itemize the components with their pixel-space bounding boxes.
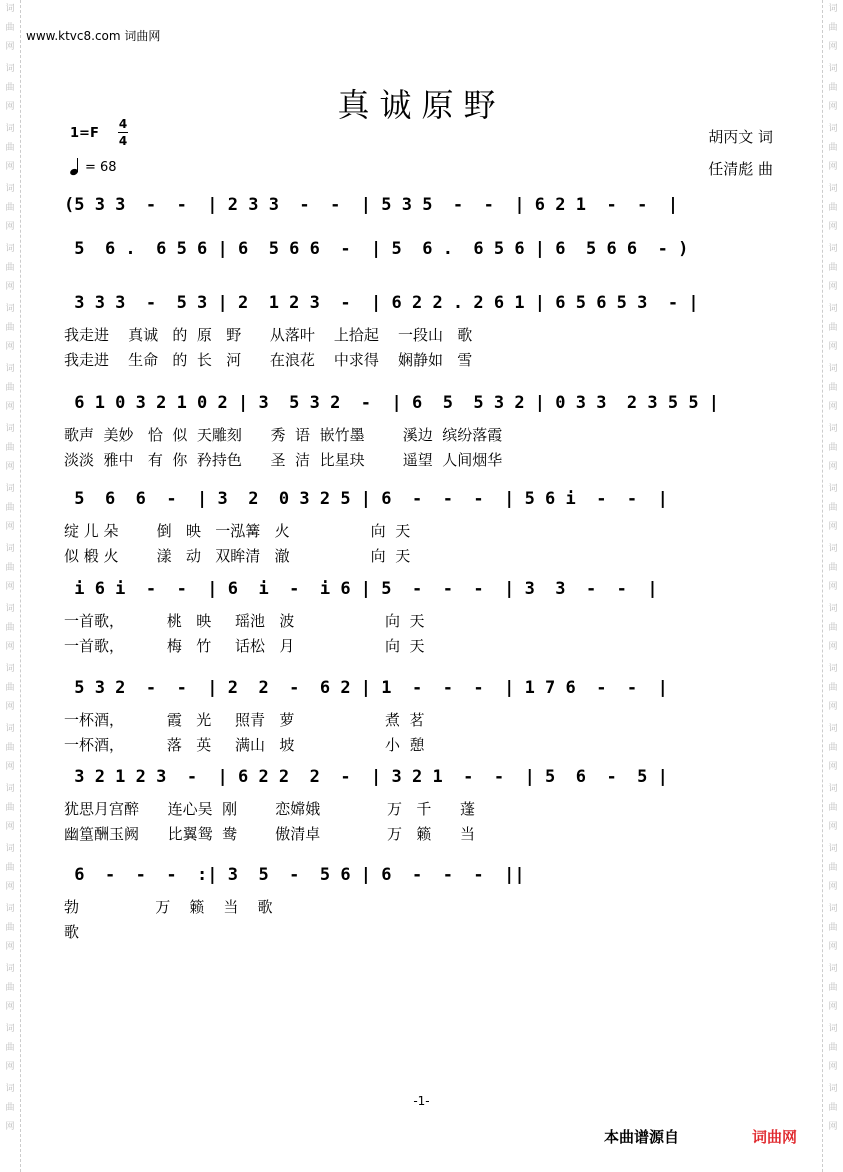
notation-line: 6 1 0 3 2 1 0 2 | 3 5 3 2 - | 6 5 5 3 2 | 0 3 3 2 3 5 5 | bbox=[64, 393, 720, 413]
watermark-text: 词 曲 网 bbox=[5, 4, 15, 52]
time-bottom: 4 bbox=[118, 134, 128, 148]
tempo-value: = 68 bbox=[85, 160, 117, 175]
lyric-line: 犹思月宫醉 连心吴 刚 恋嫦娥 万 千 蓬 bbox=[64, 800, 475, 818]
watermark-text: 词 曲 网 bbox=[5, 184, 15, 232]
watermark-text: 词 曲 网 bbox=[828, 1024, 838, 1072]
lyric-line: 淡淡 雅中 有 你 矜持色 圣 洁 比星玦 遥望 人间烟华 bbox=[64, 451, 503, 469]
notation-line: 5 6 . 6 5 6 | 6 5 6 6 - | 5 6 . 6 5 6 | 6 5 6 6 - ) bbox=[64, 239, 689, 259]
right-border-line bbox=[822, 0, 823, 1172]
watermark-text: 词 曲 网 bbox=[5, 904, 15, 952]
watermark-text: 词 曲 网 bbox=[5, 244, 15, 292]
lyric-line: 勃 万 籁 当 歌 bbox=[64, 898, 273, 916]
site-url[interactable]: www.ktvc8.com 词曲网 bbox=[26, 29, 161, 43]
notation-line: 3 3 3 - 5 3 | 2 1 2 3 - | 6 2 2 . 2 6 1 | 6 5 6 5 3 - | bbox=[64, 293, 699, 313]
page-number: -1- bbox=[413, 1094, 430, 1108]
brand-logo[interactable]: 词曲网 bbox=[752, 1128, 798, 1146]
right-watermark-strip bbox=[823, 0, 843, 1172]
song-title: 真诚原野 bbox=[337, 86, 506, 124]
watermark-text: 词 曲 网 bbox=[5, 484, 15, 532]
lyric-line: 歌声 美妙 恰 似 天雕刻 秀 语 嵌竹墨 溪边 缤纷落霞 bbox=[64, 426, 503, 444]
watermark-text: 词 曲 网 bbox=[5, 784, 15, 832]
watermark-text: 词 曲 网 bbox=[828, 724, 838, 772]
key-signature: 1=F bbox=[70, 126, 99, 141]
watermark-text: 词 曲 网 bbox=[828, 904, 838, 952]
watermark-text: 词 曲 网 bbox=[828, 604, 838, 652]
source-label: 本曲谱源自 bbox=[604, 1128, 680, 1146]
watermark-text: 词 曲 网 bbox=[828, 964, 838, 1012]
lyric-line: 幽篁酬玉阙 比翼鸳 鸯 傲清卓 万 籁 当 bbox=[64, 825, 475, 843]
watermark-text: 词 曲 网 bbox=[828, 184, 838, 232]
lyric-line: 我走进 生命 的 长 河 在浪花 中求得 娴静如 雪 bbox=[64, 351, 473, 369]
lyric-line: 一杯酒， 霞 光 照青 萝 煮 茗 bbox=[64, 711, 425, 729]
lyric-line: 一杯酒， 落 英 满山 坡 小 憩 bbox=[64, 736, 425, 754]
watermark-text: 词 曲 网 bbox=[5, 544, 15, 592]
notation-line: 6 - - - :| 3 5 - 5 6 | 6 - - - || bbox=[64, 865, 525, 885]
watermark-text: 词 曲 网 bbox=[828, 4, 838, 52]
watermark-text: 词 曲 网 bbox=[5, 604, 15, 652]
lyric-line: 歌 bbox=[64, 923, 80, 941]
watermark-text: 词 曲 网 bbox=[828, 244, 838, 292]
lyric-line: 一首歌， 梅 竹 话松 月 向 天 bbox=[64, 637, 425, 655]
watermark-text: 词 曲 网 bbox=[828, 64, 838, 112]
left-border-line bbox=[20, 0, 21, 1172]
time-top: 4 bbox=[118, 117, 128, 131]
watermark-text: 词 曲 网 bbox=[5, 844, 15, 892]
notation-line: 5 6 6 - | 3 2 0 3 2 5 | 6 - - - | 5 6 i - - | bbox=[64, 489, 668, 509]
watermark-text: 词 曲 网 bbox=[828, 1084, 838, 1132]
watermark-text: 词 曲 网 bbox=[5, 1024, 15, 1072]
watermark-text: 词 曲 网 bbox=[828, 784, 838, 832]
notation-line: (5 3 3 - - | 2 3 3 - - | 5 3 5 - - | 6 2 1 - - | bbox=[64, 195, 679, 215]
watermark-text: 词 曲 网 bbox=[828, 364, 838, 412]
notation-line: 5 3 2 - - | 2 2 - 6 2 | 1 - - - | 1 7 6 - - | bbox=[64, 678, 668, 698]
watermark-text: 词 曲 网 bbox=[5, 664, 15, 712]
tempo-marking bbox=[70, 160, 117, 175]
watermark-text: 词 曲 网 bbox=[5, 1084, 15, 1132]
watermark-text: 词 曲 网 bbox=[5, 304, 15, 352]
watermark-text: 词 曲 网 bbox=[828, 484, 838, 532]
lyricist-credit: 胡丙文 词 bbox=[708, 128, 773, 146]
lyric-line: 我走进 真诚 的 原 野 从落叶 上拾起 一段山 歌 bbox=[64, 326, 473, 344]
watermark-text: 词 曲 网 bbox=[828, 124, 838, 172]
watermark-text: 词 曲 网 bbox=[828, 844, 838, 892]
watermark-text: 词 曲 网 bbox=[828, 544, 838, 592]
watermark-text: 词 曲 网 bbox=[5, 964, 15, 1012]
composer-credit: 任清彪 曲 bbox=[708, 160, 773, 178]
watermark-text: 词 曲 网 bbox=[5, 424, 15, 472]
notation-line: i 6 i - - | 6 i - i 6 | 5 - - - | 3 3 - - | bbox=[64, 579, 658, 599]
left-watermark-strip bbox=[0, 0, 20, 1172]
watermark-text: 词 曲 网 bbox=[5, 364, 15, 412]
lyric-line: 似 椴 火 漾 动 双眸清 澈 向 天 bbox=[64, 547, 411, 565]
watermark-text: 词 曲 网 bbox=[828, 424, 838, 472]
watermark-text: 词 曲 网 bbox=[828, 664, 838, 712]
time-signature bbox=[118, 117, 128, 148]
watermark-text: 词 曲 网 bbox=[5, 64, 15, 112]
watermark-text: 词 曲 网 bbox=[5, 724, 15, 772]
watermark-text: 词 曲 网 bbox=[5, 124, 15, 172]
notation-line: 3 2 1 2 3 - | 6 2 2 2 - | 3 2 1 - - | 5 6 - 5 | bbox=[64, 767, 668, 787]
lyric-line: 一首歌， 桃 映 瑶池 波 向 天 bbox=[64, 612, 425, 630]
lyric-line: 绽 儿 朵 倒 映 一泓篝 火 向 天 bbox=[64, 522, 411, 540]
watermark-text: 词 曲 网 bbox=[828, 304, 838, 352]
